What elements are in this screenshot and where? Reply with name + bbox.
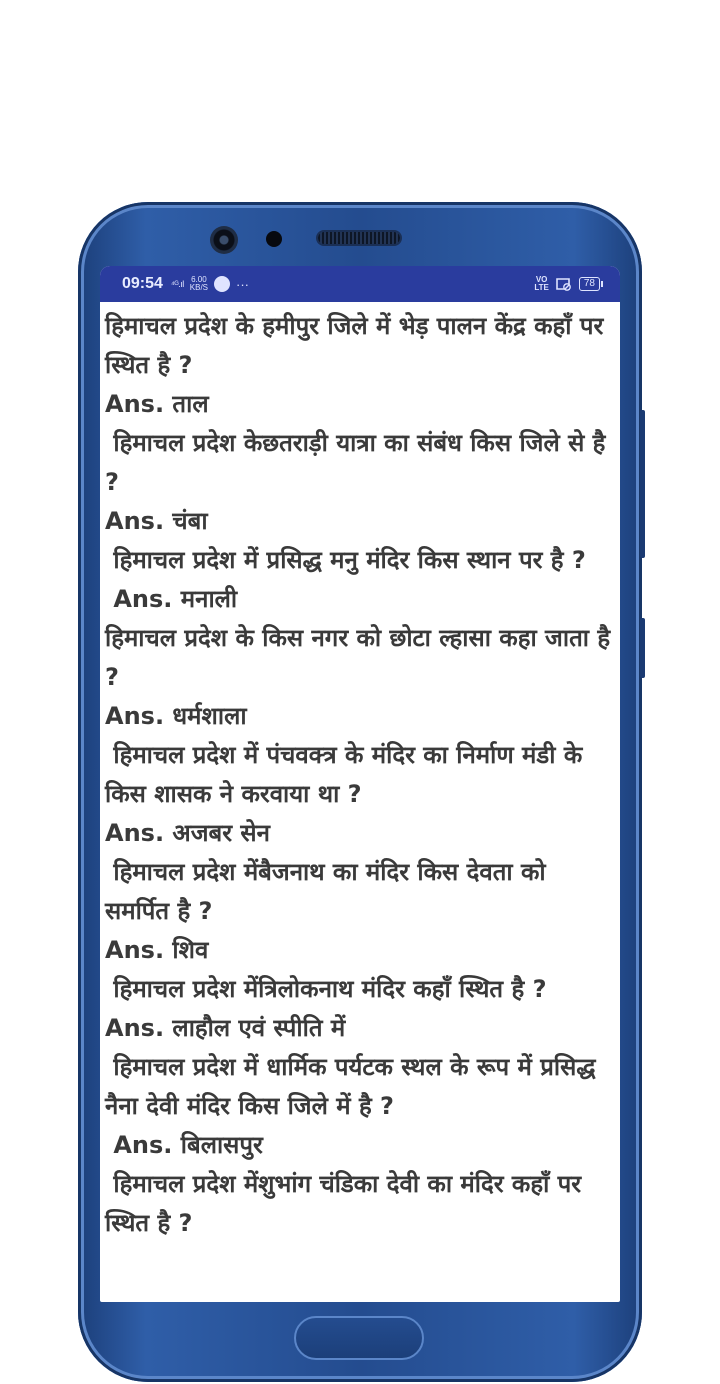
question-text: हिमाचल प्रदेश मेंशुभांग चंडिका देवी का मंदिर कहाँ पर स्थित है ? xyxy=(105,1170,590,1237)
answer-text: Ans. ताल xyxy=(105,390,209,418)
speed-value: 6.00 xyxy=(191,275,207,284)
home-button[interactable] xyxy=(294,1316,424,1360)
qa-content xyxy=(105,307,617,1243)
status-bar xyxy=(100,266,620,302)
battery-icon: 78 xyxy=(579,277,600,291)
status-right-group xyxy=(534,276,600,292)
question-text: हिमाचल प्रदेश के हमीपुर जिले में भेड़ पालन केंद्र कहाँ पर स्थित है ? xyxy=(105,312,612,379)
front-camera xyxy=(210,226,238,254)
speed-unit: KB/S xyxy=(189,283,208,292)
power-button xyxy=(640,618,645,678)
answer-text: Ans. बिलासपुर xyxy=(105,1131,263,1159)
signal-icon: ⁴ᴳ.ıl xyxy=(170,279,184,289)
answer-text: Ans. अजबर सेन xyxy=(105,819,270,847)
question-text: हिमाचल प्रदेश मेंबैजनाथ का मंदिर किस देवता को समर्पित है ? xyxy=(105,858,554,925)
answer-text: Ans. मनाली xyxy=(105,585,238,613)
proximity-sensor xyxy=(266,231,282,247)
network-speed xyxy=(190,276,208,292)
question-text: हिमाचल प्रदेश के किस नगर को छोटा ल्हासा कहा जाता है ? xyxy=(105,624,619,691)
wifi-off-icon xyxy=(555,277,573,291)
answer-text: Ans. धर्मशाला xyxy=(105,702,247,730)
question-text: हिमाचल प्रदेश मेंत्रिलोकनाथ मंदिर कहाँ स्थित है ? xyxy=(105,975,547,1003)
question-text: हिमाचल प्रदेश में धार्मिक पर्यटक स्थल के रूप में प्रसिद्ध नैना देवी मंदिर किस जिले में है ? xyxy=(105,1053,604,1120)
more-notifications: ··· xyxy=(236,276,249,292)
status-time: 09:54 xyxy=(122,275,163,292)
app-notification-icon xyxy=(214,276,230,292)
earpiece-speaker xyxy=(318,232,400,244)
answer-text: Ans. चंबा xyxy=(105,507,208,535)
answer-text: Ans. शिव xyxy=(105,936,209,964)
question-text: हिमाचल प्रदेश में प्रसिद्ध मनु मंदिर किस स्थान पर है ? xyxy=(105,546,586,574)
volte-icon: VO LTE xyxy=(534,275,549,292)
volume-button xyxy=(640,410,645,558)
question-text: हिमाचल प्रदेश में पंचवक्त्र के मंदिर का निर्माण मंडी के किस शासक ने करवाया था ? xyxy=(105,741,591,808)
answer-text: Ans. लाहौल एवं स्पीति में xyxy=(105,1014,346,1042)
phone-screen xyxy=(100,266,620,1302)
question-text: हिमाचल प्रदेश केछतराड़ी यात्रा का संबंध किस जिले से है ? xyxy=(105,429,614,496)
